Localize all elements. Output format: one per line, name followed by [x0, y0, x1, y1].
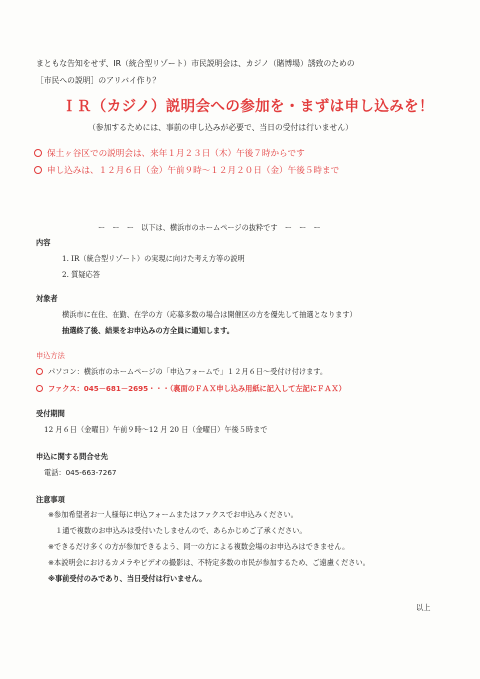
notice-application — [34, 164, 339, 176]
apply-pc — [36, 367, 327, 377]
circle-bullet-icon — [36, 368, 43, 375]
intro-line-2: ［市民への説明］のアリバイ作り？ — [36, 76, 161, 85]
target-heading: 対象者 — [36, 294, 58, 303]
apply-fax — [36, 384, 346, 394]
contact-phone: 電話：045-663-7267 — [44, 468, 117, 477]
period-text: 12 月６日（金曜日）午前９時～12 月 20 日（金曜日）午後５時まで — [44, 425, 268, 434]
content-item-1: 1. IR（統合型リゾート）の実現に向けた考え方等の説明 — [62, 254, 245, 263]
content-heading: 内容 — [36, 238, 51, 247]
apply-pc-text: パソコン：横浜市のホームページの「申込フォームで」１２月６日～受付け付けます。 — [48, 367, 328, 376]
circle-bullet-icon — [34, 149, 42, 157]
notice-application-text: 申し込みは、１２月６日（金）午前９時～１２月２０日（金）午後５時まで — [47, 166, 340, 176]
target-line-1: 横浜市に在住、在勤、在学の方（応募多数の場合は開催区の方を優先して抽選となります） — [62, 310, 357, 319]
apply-heading: 申込方法 — [36, 351, 65, 360]
circle-bullet-icon — [36, 385, 43, 392]
notice-venue-text: 保土ヶ谷区での説明会は、来年１月２３日（木）午後７時からです — [47, 149, 305, 159]
notes-heading: 注意事項 — [36, 495, 65, 504]
end-mark: 以上 — [416, 603, 431, 612]
target-line-2: 抽選終了後、結果をお申込みの方全員に通知します。 — [62, 326, 234, 335]
note-line-4: ※本説明会におけるカメラやビデオの撮影は、不特定多数の市民が参加するため、ご遠慮ください。 — [48, 558, 370, 567]
note-line-1: ※参加希望者お一人様毎に申込フォームまたはファクスでお申込みください。 — [48, 510, 298, 519]
page-title: ＩＲ（カジノ）説明会への参加を・まずは申し込みを！ — [62, 99, 434, 115]
contact-heading: 申込に関する問合せ先 — [36, 452, 108, 461]
period-heading: 受付期間 — [36, 409, 65, 418]
apply-fax-text: ファクス：045－681－2695・・・（裏面のＦＡＸ申し込み用紙に記入して左記にＦＡＸ） — [48, 384, 346, 393]
note-line-5: ※事前受付のみであり、当日受付は行いません。 — [48, 574, 207, 583]
note-line-2: １通で複数のお申込みは受付いたしませんので、あらかじめご了承ください。 — [48, 526, 307, 535]
note-line-3: ※できるだけ多くの方が参加できるよう、同一の方による複数会場のお申込みはできません。 — [48, 542, 350, 551]
circle-bullet-icon — [34, 166, 42, 174]
section-divider: ー ー ー 以下は、横浜市のホームページの抜粋です ー ー ー — [98, 223, 321, 232]
page-subtitle: （参加するためには、事前の申し込みが必要で、当日の受付は行いません） — [88, 123, 353, 132]
content-item-2: 2. 質疑応答 — [62, 270, 100, 279]
notice-venue — [34, 147, 305, 159]
intro-line-1: まともな告知をせず、IR（統合型リゾート）市民説明会は、カジノ（賭博場）誘致のための — [36, 59, 355, 68]
